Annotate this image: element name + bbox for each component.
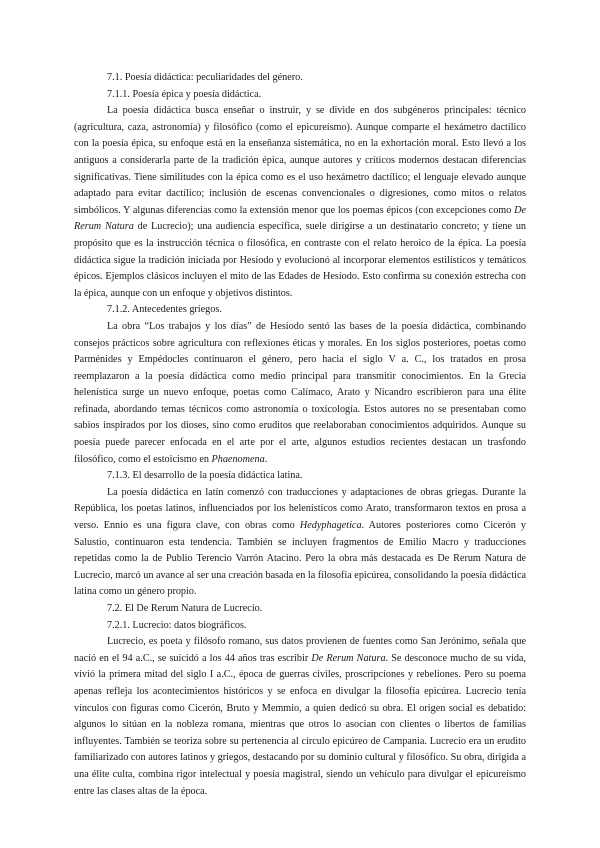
paragraph-text: La poesía didáctica busca enseñar o instruir, y se divide en dos subgéneros principales: técnico (agricultura, caza, astronomía) y filosófico (como el epicureísmo). Aunque comparte el hexámetro dactílico con la poesía épica, su enfoque está en la enseñanza sistemática, no en la exhortación moral. Esto llevó a los antiguos a considerarla parte de la tradición épica, aunque autores y críticos modernos destacan diferencias significativas. Tiene similitudes con la épica como es el uso hexámetro dactílico; el lenguaje elevado aunque adaptado para evitar dactílico; inclusión de escenas convencionales o digresiones, como mitos o relatos simbólicos. Y algunas diferencias como la extensión menor que los poemas épicos (con excepciones como [74,105,526,216]
heading-7-1-2: 7.1.2. Antecedentes griegos. [107,304,222,316]
paragraph-text: Lucrecio, es poeta y filósofo romano, sus datos provienen de fuentes como San Jerónimo, señala que nació en el 94 a.C., se suicidó a los 44 años tras escribir [74,636,526,664]
paragraph-text: . Autores posteriores como Cicerón y Salustio, continuaron esta tendencia. También se incluyen fragmentos de Emilio Macro y traducciones repetidas como la de Publio Terencio Varrón Atacino. Pero la obra más destacada es De Rerum Natura de Lucrecio, marcó un avance al ser una creación basada en la filosofía epicúrea, consolidando la poesía didáctica latina como un género propio. [74,520,526,598]
heading-7-1: 7.1. Poesía didáctica: peculiaridades del género. [107,72,303,83]
work-title: Phaenomena [211,453,265,465]
work-title: De Rerum Natura [311,652,386,664]
paragraph-lucrecio-biografia [74,634,526,800]
paragraph-antecedentes-griegos [74,319,526,468]
work-title: Hedyphagetica [299,520,362,532]
paragraph-text: de Lucrecio); una audiencia específica, suele dirigirse a un destinatario concreto; y tiene un propósito que es la instrucción técnica o filosófica, en contraste con el relato heroico de la épica. La poesía didáctica sigue la tradición iniciada por Hesíodo y evolucionó al incorporar elementos estilísticos y temáticos épicos. Ejemplos clásicos incluyen el mito de las Edades de Hesíodo. Esto confirma su conexión estrecha con la épica, aunque con un enfoque y objetivos distintos. [74,221,527,299]
paragraph-text: La poesía didáctica en latín comenzó con traducciones y adaptaciones de obras griegas. Durante la República, los poetas latinos, influenciados por los helenísticos como Arato, transformaron textos en prosa a verso. Ennio es una figura clave, con obras como [74,486,526,532]
work-title: De Rerum Natura [74,204,526,233]
heading-7-1-1: 7.1.1. Poesía épica y poesía didáctica. [107,88,262,100]
paragraph-text: . [264,453,268,465]
heading-7-1-3: 7.1.3. El desarrollo de la poesía didáctica latina. [107,470,303,482]
paragraph-epica-didactica [74,103,526,302]
paragraph-text: La obra “Los trabajos y los días” de Hesíodo sentó las bases de la poesía didáctica, combinando consejos prácticos sobre agricultura con reflexiones éticas y morales. En los siglos posteriores, poetas como Parménides y Empédocles continuaron el género, pero hacia el siglo V a. C., los tratados en prosa reemplazaron a la poesía didáctica como medio principal para transmitir conocimientos. En la Grecia helenística surge un nuevo enfoque, poetas como Calímaco, Arato y Nicandro escribieron para una élite refinada, abordando temas técnicos como astronomía o toxicología. Estos autores no se presentaban como sabios inspirados por los dioses, sino como eruditos que reelaboraban conocimientos adquiridos. Aunque su poesía puede parecer enfocada en el arte por el arte, algunos estudios recientes destacan un trasfondo filosófico, como el estoicismo en [74,320,526,465]
heading-7-2: 7.2. El De Rerum Natura de Lucrecio. [107,603,263,614]
document-page [74,70,526,800]
paragraph-text: . Se desconoce mucho de su vida, vivió la primera mitad del siglo I a.C., época de guerras civiles, proscripciones y rebeliones. Pero su poema apenas refleja los acontecimientos históricos y se enfoca en divulgar la filosofía epicúrea. Lucrecio tenía vínculos con figuras como Cicerón, Bruto y Memmio, a quien dedicó su obra. El origen social es debatido: algunos lo sitúan en la nobleza romana, mientras que otros lo asocian con clientes o libertos de familias influyentes. También se teoriza sobre su pertenencia al círculo epicúreo de Campania. Lucrecio era un erudito familiarizado con autores latinos y griegos, destacando por su dominio cultural y filosófico. Su obra, dirigida a una élite culta, combina rigor intelectual y poesía magistral, siendo un vehículo para divulgar el epicureísmo entre las clases altas de la época. [74,652,526,797]
heading-7-2-1: 7.2.1. Lucrecio: datos biográficos. [107,619,247,631]
paragraph-poesia-latina [74,485,526,601]
